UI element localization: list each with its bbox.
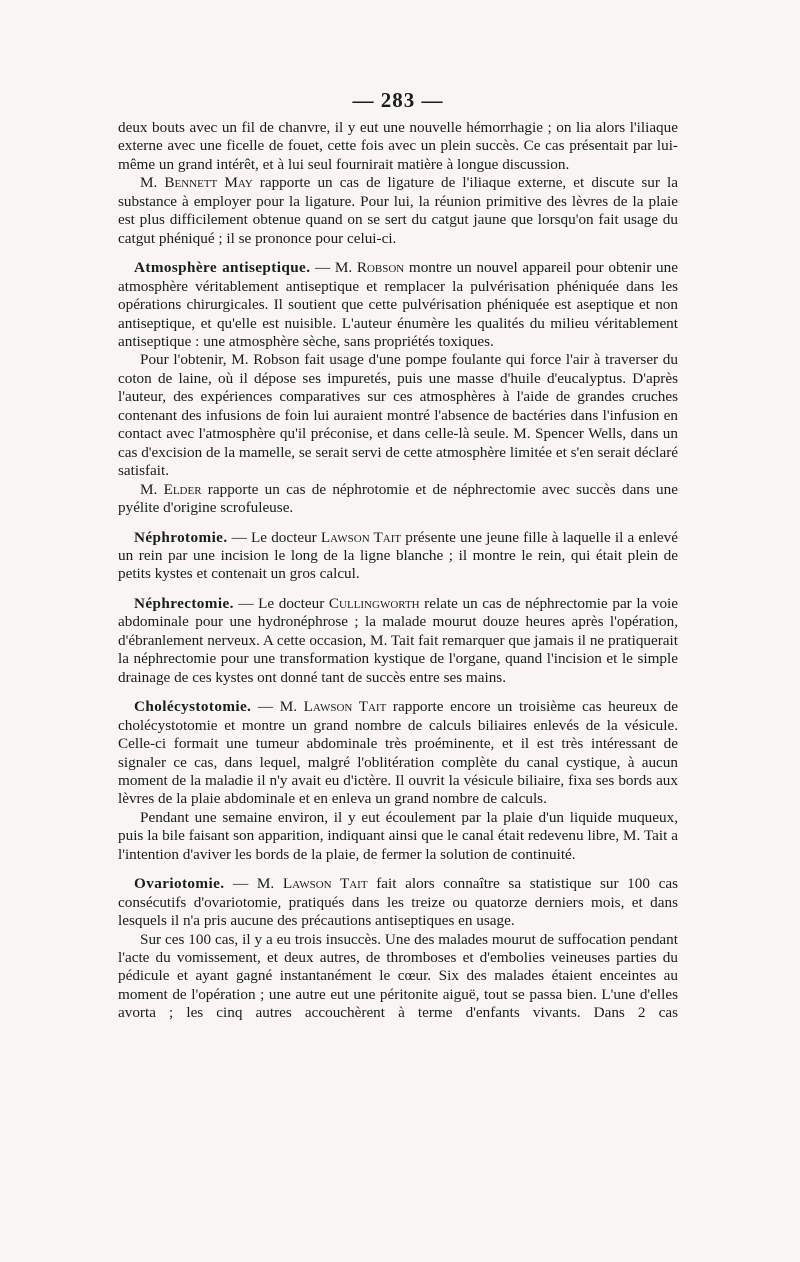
ovariotomie-lead: — M. bbox=[224, 875, 283, 893]
section-title-ovariotomie: Ovariotomie. bbox=[134, 875, 225, 893]
page-number: — 283 — bbox=[352, 88, 444, 112]
author-name-cullingworth: Cullingworth bbox=[328, 594, 420, 612]
intro-paragraph-2-text: rapporte un cas de ligature de l'iliaque externe, et discute sur la substance à employer pour la ligature. Pour lui, la réunion primitive des lèvres de la plaie est plus difficilement obtenue quand on se sert du catgut jaune que lorsqu'on fait usage du catgut phéniqué ; il se prononce pour celui-ci. bbox=[118, 174, 678, 247]
section-nephrectomie bbox=[118, 595, 678, 687]
cholecystotomie-lead: — M. bbox=[251, 698, 304, 716]
atmosphere-paragraph-3-text: rapporte un cas de néphrotomie et de néphrectomie avec succès dans une pyélite d'origine scrofuleuse. bbox=[118, 480, 678, 517]
section-title-nephrectomie: Néphrectomie. bbox=[134, 594, 234, 612]
atmosphere-paragraph-1 bbox=[118, 259, 678, 351]
section-atmosphere-antiseptique bbox=[118, 259, 678, 517]
author-name-elder: Elder bbox=[163, 480, 202, 498]
section-nephrotomie bbox=[118, 529, 678, 584]
intro-paragraph-2 bbox=[118, 174, 678, 248]
author-name-lawson-tait: Lawson Tait bbox=[320, 528, 402, 546]
atmosphere-paragraph-1-text: montre un nouvel appareil pour obtenir une atmosphère véritablement antiseptique et remplacer la pulvérisation phéniquée dans les opérations chirurgicales. Il soutient que cette pulvérisation phéniquée est aseptique et non antiseptique, et qu'elle est nuisible. L'auteur énumère les qualités du milieu véritablement antiseptique : une atmosphère sèche, sans propriétés toxiques. bbox=[118, 259, 678, 350]
ovariotomie-paragraph-1-text: fait alors connaître sa statistique sur 100 cas consécutifs d'ovariotomie, pratiqués dans les treize ou quatorze derniers mois, et dans lesquels il n'a pris aucune des précautions antiseptiques en usage. bbox=[118, 875, 678, 930]
section-title-cholecystotomie: Cholécystotomie. bbox=[134, 698, 252, 716]
section-title-atmosphere: Atmosphère antiseptique. bbox=[134, 259, 311, 277]
cholecystotomie-paragraph-2: Pendant une semaine environ, il y eut écoulement par la plaie d'un liquide muqueux, puis la bile faisant son apparition, indiquant ainsi que le canal était redevenu libre, M. Tait a l'intention d'aviver les bords de la plaie, de fermer la solution de continuité. bbox=[118, 808, 678, 863]
atmosphere-paragraph-3 bbox=[118, 481, 678, 518]
nephrectomie-lead: — Le docteur bbox=[233, 594, 329, 612]
cholecystotomie-paragraph-1 bbox=[118, 698, 678, 809]
nephrectomie-paragraph-1-text: relate un cas de néphrectomie par la voie abdominale pour une hydronéphrose ; la malade mourut douze heures après l'opération, d'ébranlement nerveux. A cette occasion, M. Tait fait remarquer que jamais il ne pratiquerait la néphrectomie pour une transformation kystique de l'organe, quand l'incision et le simple drainage de ces kystes ont donné tant de succès entre ses mains. bbox=[118, 594, 678, 686]
nephrectomie-paragraph-1 bbox=[118, 595, 678, 687]
section-cholecystotomie bbox=[118, 698, 678, 864]
atmosphere-lead: — M. bbox=[310, 259, 357, 277]
intro-paragraph-2-prefix: M. bbox=[140, 174, 165, 192]
intro-section bbox=[118, 119, 678, 248]
ovariotomie-paragraph-1 bbox=[118, 875, 678, 930]
nephrotomie-paragraph-1 bbox=[118, 529, 678, 584]
cholecystotomie-paragraph-1-text: rapporte encore un troisième cas heureux de cholécystotomie et montre un grand nombre de calculs biliaires enlevés de la vésicule. Celle-ci formait une tumeur abdominale très proéminente, et il est très intéressant de signaler ce cas, dans lequel, malgré l'oblitération complète du canal cystique, à aucun moment de la maladie il n'y avait eu d'ictère. Il ouvrit la vésicule biliaire, fixa ses bords aux lèvres de la plaie abdominale et en enleva un grand nombre de calculs. bbox=[118, 698, 678, 808]
author-name-bennett-may: Bennett May bbox=[164, 174, 253, 192]
ovariotomie-paragraph-2: Sur ces 100 cas, il y a eu trois insuccès. Une des malades mourut de suffocation pendant l'acte du vomissement, et deux autres, de thromboses et d'embolies veineuses parties du pédicule et ayant gagné instantanément le cœur. Six des malades étaient enceintes au moment de l'opération ; une autre eut une péritonite aiguë, tout se passa bien. L'une d'elles avorta ; les cinq autres accouchèrent à terme d'enfants vivants. Dans 2 cas bbox=[118, 930, 678, 1022]
nephrotomie-lead: — Le docteur bbox=[227, 528, 321, 546]
section-title-nephrotomie: Néphrotomie. bbox=[134, 528, 228, 546]
atmosphere-paragraph-3-prefix: M. bbox=[140, 480, 164, 498]
author-name-robson: Robson bbox=[356, 259, 405, 277]
author-name-lawson-tait: Lawson Tait bbox=[282, 875, 368, 893]
atmosphere-paragraph-2: Pour l'obtenir, M. Robson fait usage d'une pompe foulante qui force l'air à traverser du coton de laine, où il dépose ses impuretés, puis une masse d'huile d'eucalyptus. D'après l'auteur, des expériences comparatives sur ces atmosphères à l'aide de grandes cruches contenant des infusions de foin lui auraient montré l'absence de bactéries dans l'infusion en contact avec l'atmosphère qu'il préconise, et dans celle-là seule. M. Spencer Wells, dans un cas d'excision de la mamelle, se serait servi de cette atmosphère limitée et s'en serait déclaré satisfait. bbox=[118, 351, 678, 480]
intro-paragraph-1: deux bouts avec un fil de chanvre, il y eut une nouvelle hémorrhagie ; on lia alors l'iliaque externe avec une ficelle de fouet, cette fois avec un plein succès. Ce cas présentait par lui-même un grand intérêt, et à lui seul fournirait matière à longue discussion. bbox=[118, 119, 678, 173]
author-name-lawson-tait: Lawson Tait bbox=[303, 698, 387, 716]
section-ovariotomie bbox=[118, 875, 678, 1023]
nephrotomie-paragraph-1-text: présente une jeune fille à laquelle il a enlevé un rein par une incision le long de la ligne blanche ; il montre le rein, qui était plein de petits kystes et contenait un gros calcul. bbox=[118, 528, 679, 583]
